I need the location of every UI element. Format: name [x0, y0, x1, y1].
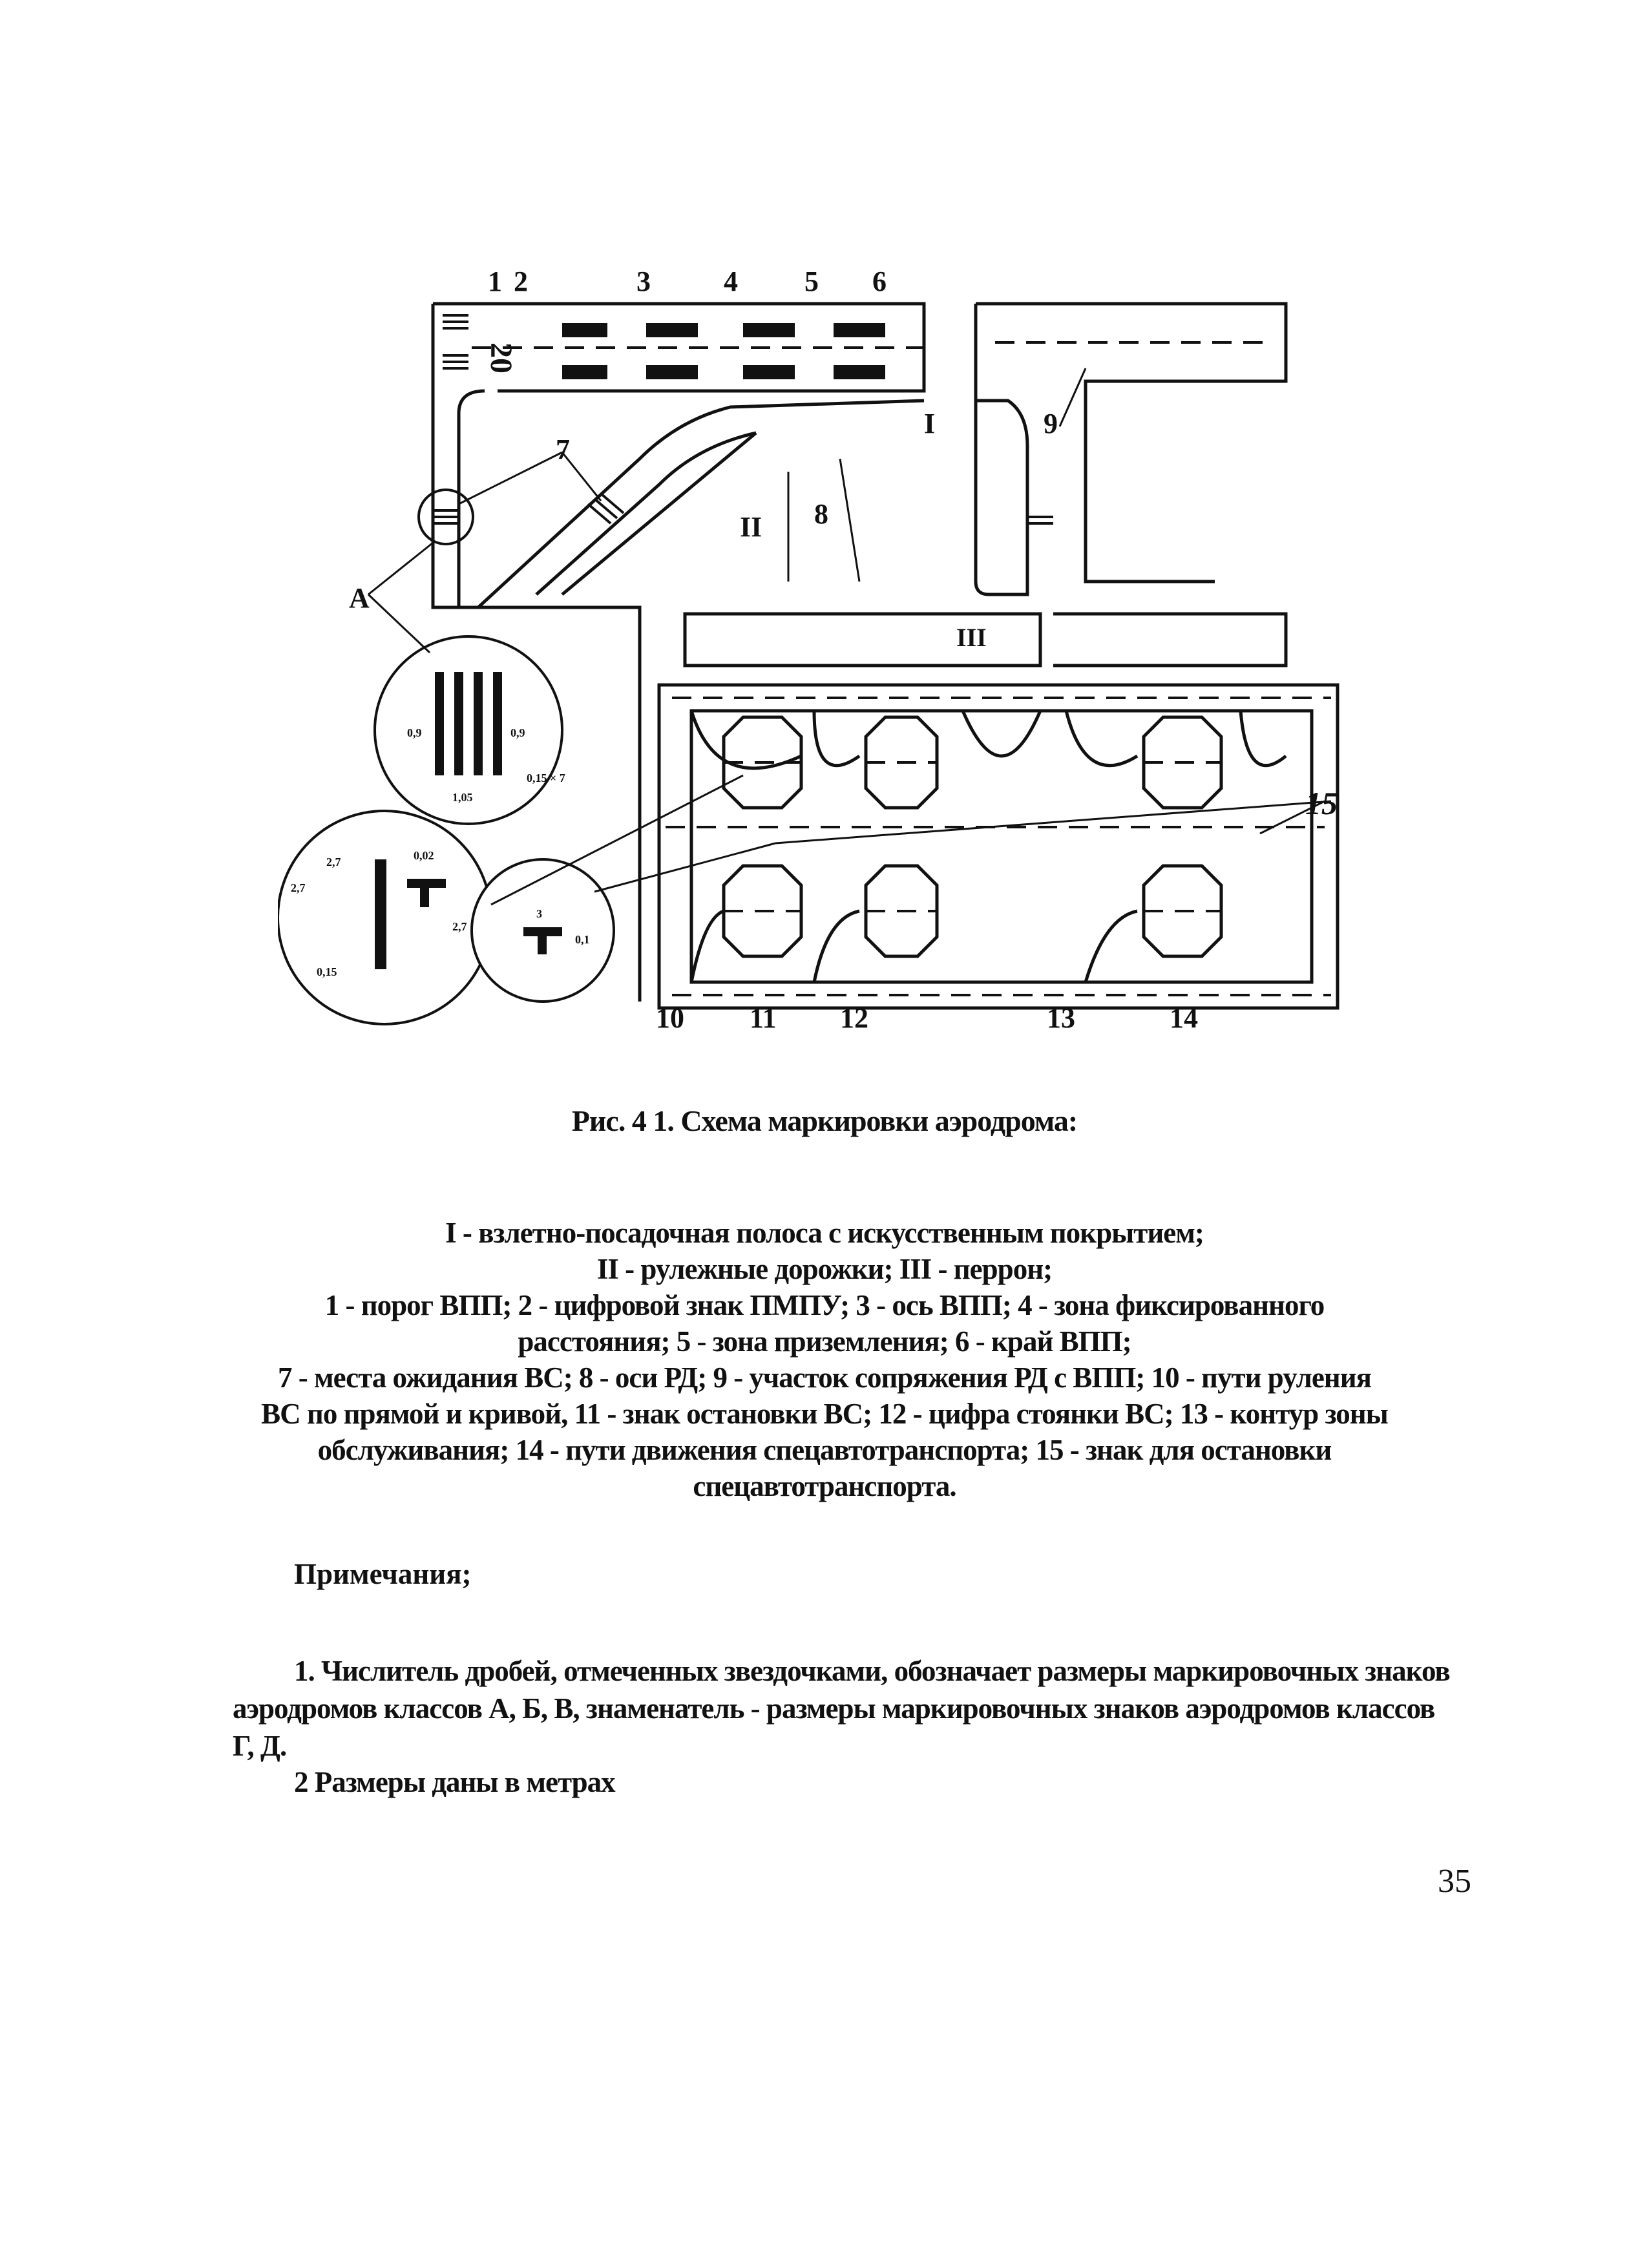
dimension-label: 3: [536, 907, 542, 920]
dimension-label: 2,7: [452, 920, 467, 933]
callout-1: 1: [488, 266, 502, 297]
threshold-marks: [443, 315, 468, 368]
zone-label-III: III: [956, 623, 987, 652]
figure-caption: Рис. 4 1. Схема маркировки аэродрома:: [571, 1104, 1078, 1137]
legend-line: обслуживания; 14 - пути движения спецавтотранспорта; 15 - знак для остановки: [317, 1434, 1332, 1466]
page-number: 35: [1438, 1863, 1471, 1900]
detail-label: A: [349, 582, 370, 614]
legend-line: спецавтотранспорта.: [693, 1470, 956, 1502]
dimension-label: 0,15: [317, 965, 337, 978]
callout-4: 4: [724, 266, 738, 297]
zone-label-II: II: [740, 511, 762, 543]
note-1-line: Г, Д.: [233, 1730, 287, 1762]
callout-10: 10: [656, 1002, 684, 1034]
callout-15: 15: [1305, 785, 1338, 821]
callout-7: 7: [556, 434, 570, 465]
diagram-svg: [278, 246, 1363, 1086]
zone-label-I: I: [924, 408, 936, 439]
legend-line: I - взлетно-посадочная полоса с искусственным покрытием;: [445, 1217, 1204, 1249]
callout-6: 6: [872, 266, 887, 297]
callout-2: 2: [514, 266, 528, 297]
aerodrome-marking-diagram: [278, 246, 1363, 1086]
note-1-line: аэродромов классов А, Б, В, знаменатель - размеры маркировочных знаков аэродромов классов: [233, 1692, 1435, 1725]
leader-lines: [368, 368, 1331, 905]
callout-8: 8: [814, 498, 828, 530]
dimension-label: 1,05: [452, 791, 473, 804]
dimension-label: 2,7: [326, 856, 341, 868]
callout-12: 12: [840, 1002, 868, 1034]
callout-3: 3: [636, 266, 651, 297]
runway-designator: 20: [484, 342, 518, 373]
dimension-label: 2,7: [291, 881, 306, 894]
dimension-label: 0,02: [414, 849, 434, 862]
callout-13: 13: [1047, 1002, 1075, 1034]
dimension-label: 0,1: [575, 933, 590, 946]
legend-line: 7 - места ожидания ВС; 8 - оси РД; 9 - участок сопряжения РД с ВПП; 10 - пути руления: [278, 1361, 1371, 1394]
dimension-label: 0,15 × 7: [527, 772, 565, 784]
note-2: 2 Размеры даны в метрах: [294, 1766, 615, 1798]
callout-5: 5: [804, 266, 819, 297]
legend-line: ВС по прямой и кривой, 11 - знак остановки ВС; 12 - цифра стоянки ВС; 13 - контур зоны: [261, 1398, 1388, 1430]
callout-14: 14: [1170, 1002, 1198, 1034]
touchdown-zone-marks: [562, 323, 885, 379]
legend-line: 1 - порог ВПП; 2 - цифровой знак ПМПУ; 3 - ось ВПП; 4 - зона фиксированного: [324, 1289, 1325, 1321]
note-1-line: 1. Числитель дробей, отмеченных звездочками, обозначает размеры маркировочных знаков: [294, 1655, 1450, 1687]
dimension-label: 0,9: [407, 726, 422, 739]
callout-11: 11: [750, 1002, 777, 1034]
notes-heading: Примечания;: [294, 1558, 472, 1590]
callout-9: 9: [1044, 408, 1058, 439]
dimension-label: 0,9: [510, 726, 525, 739]
legend-line: расстояния; 5 - зона приземления; 6 - край ВПП;: [518, 1325, 1131, 1358]
legend-line: II - рулежные дорожки; III - перрон;: [596, 1253, 1053, 1285]
